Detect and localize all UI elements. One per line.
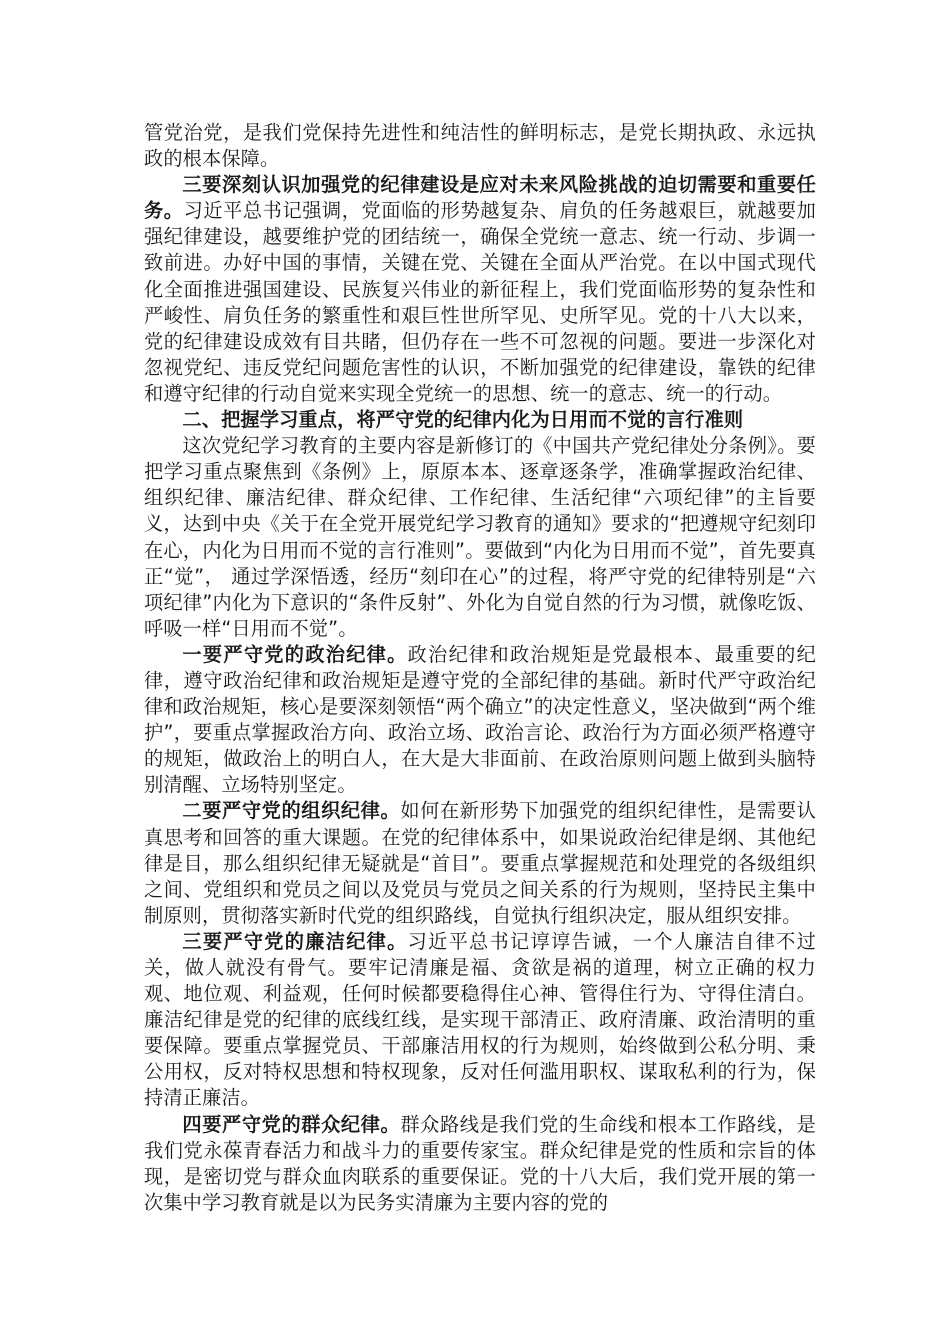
paragraph-continuation bbox=[144, 120, 816, 172]
paragraph-lead-heading: 三要深刻认识加强党的纪律建设是应对未来风险挑战的迫切需要和重要任务。 bbox=[144, 173, 816, 223]
paragraph-text: 习近平总书记强调，党面临的形势越复杂、肩负的任务越艰巨，就越要加强纪律建设，越要维护党的团结统一，确保全党统一意志、统一行动、步调一致前进。办好中国的事情，关键在党、关键在全面从严治党。在以中国式现代化全面推进强国建设、民族复兴伟业的新征程上，我们党面临形势的复杂性和严峻性、肩负任务的繁重性和艰巨性世所罕见、史所罕见。党的十八大以来，党的纪律建设成效有目共睹，但仍存在一些不可忽视的问题。要进一步深化对忽视党纪、违反党纪问题危害性的认识，不断加强党的纪律建设，靠铁的纪律和遵守纪律的行动自觉来实现全党统一的思想、统一的意志、统一的行动。 bbox=[144, 199, 816, 405]
paragraph-text: 群众路线是我们党的生命线和根本工作路线，是我们党永葆青春活力和战斗力的重要传家宝。群众纪律是党的性质和宗旨的体现，是密切党与群众血肉联系的重要保证。党的十八大后，我们党开展的第一次集中学习教育就是以为民务实清廉为主要内容的党的 bbox=[144, 1112, 816, 1214]
paragraph-point-three bbox=[144, 172, 816, 407]
section-heading-two bbox=[144, 407, 816, 433]
paragraph-text: 如何在新形势下加强党的组织纪律性，是需要认真思考和回答的重大课题。在党的纪律体系中，如果说政治纪律是纲、其他纪律是目，那么组织纪律无疑就是“首目”。要重点掌握规范和处理党的各级组织之间、党组织和党员之间以及党员与党员之间关系的行为规则，坚持民主集中制原则，贯彻落实新时代党的组织路线，自觉执行组织决定，服从组织安排。 bbox=[144, 799, 816, 927]
paragraph-lead-heading: 三要严守党的廉洁纪律。 bbox=[182, 929, 408, 953]
section-heading-text: 二、把握学习重点，将严守党的纪律内化为日用而不觉的言行准则 bbox=[182, 408, 744, 432]
paragraph-text: 这次党纪学习教育的主要内容是新修订的《中国共产党纪律处分条例》。要把学习重点聚焦到《条例》上，原原本本、逐章逐条学，准确掌握政治纪律、组织纪律、廉洁纪律、群众纪律、工作纪律、生活纪律“六项纪律”的主旨要义，达到中央《关于在全党开展党纪学习教育的通知》要求的“把遵规守纪刻印在心，内化为日用而不觉的言行准则”。要做到“内化为日用而不觉”，首先要真正“觉”， 通过学深悟透，经历“刻印在心”的过程，将严守党的纪律特别是“六项纪律”内化为下意识的“条件反射”、外化为自觉自然的行为习惯，就像吃饭、呼吸一样“日用而不觉”。 bbox=[144, 434, 816, 640]
paragraph-political-discipline bbox=[144, 642, 816, 799]
paragraph-lead-heading: 二要严守党的组织纪律。 bbox=[182, 799, 401, 823]
paragraph-organizational-discipline bbox=[144, 798, 816, 928]
paragraph-lead-heading: 一要严守党的政治纪律。 bbox=[182, 642, 408, 666]
paragraph-study-focus bbox=[144, 433, 816, 642]
paragraph-text: 习近平总书记谆谆告诫，一个人廉洁自律不过关，做人就没有骨气。要牢记清廉是福、贪欲是祸的道理，树立正确的权力观、地位观、利益观，任何时候都要稳得住心神、管得住行为、守得住清白。廉洁纪律是党的纪律的底线红线，是实现干部清正、政府清廉、政治清明的重要保障。要重点掌握党员、干部廉洁用权的行为规则，始终做到公私分明、秉公用权，反对特权思想和特权现象，反对任何滥用职权、谋取私利的行为，保持清正廉洁。 bbox=[144, 929, 816, 1110]
document-body bbox=[144, 120, 816, 1216]
paragraph-integrity-discipline bbox=[144, 929, 816, 1112]
paragraph-mass-discipline bbox=[144, 1112, 816, 1216]
paragraph-lead-heading: 四要严守党的群众纪律。 bbox=[182, 1112, 401, 1136]
paragraph-text: 管党治党，是我们党保持先进性和纯洁性的鲜明标志，是党长期执政、永远执政的根本保障。 bbox=[144, 121, 816, 171]
paragraph-text: 政治纪律和政治规矩是党最根本、最重要的纪律，遵守政治纪律和政治规矩是遵守党的全部纪律的基础。新时代严守政治纪律和政治规矩，核心是要深刻领悟“两个确立”的决定性意义，坚决做到“两个维护”，要重点掌握政治方向、政治立场、政治言论、政治行为方面必须严格遵守的规矩，做政治上的明白人，在大是大非面前、在政治原则问题上做到头脑特别清醒、立场特别坚定。 bbox=[144, 642, 816, 797]
